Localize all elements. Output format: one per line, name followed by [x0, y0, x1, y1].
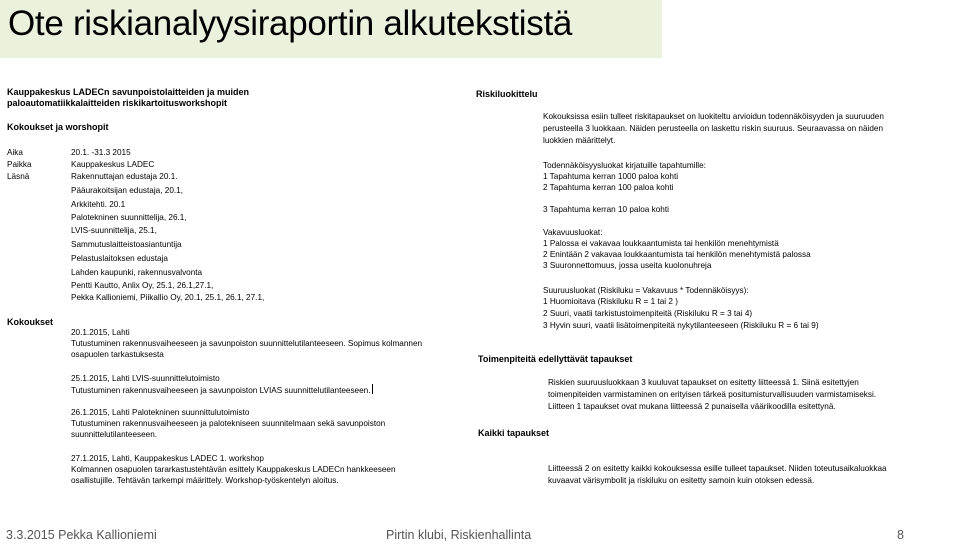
left-heading-line2: paloautomatiikkalaitteiden riskikartoitusworkshopit	[7, 98, 228, 108]
meeting1-line1: Tutustuminen rakennusvaiheeseen ja savunpoiston suunnittelutilanteeseen. Sopimus kolmannen	[71, 339, 423, 348]
meeting4-head: 27.1.2015, Lahti, Kauppakeskus LADEC 1. workshop	[71, 454, 264, 463]
meeting3-line1: Tutustuminen rakennusvaiheeseen ja palotekniseen suunnitelmaan sekä savunpoiston	[71, 419, 386, 428]
footer-event: Pirtin klubi, Riskienhallinta	[386, 528, 532, 542]
footer-date-author: 3.3.2015 Pekka Kallioniemi	[6, 528, 157, 542]
all-cases-line1: Liitteessä 2 on esitetty kaikki kokouksessa esille tulleet tapaukset. Niiden toteutusaikaluokkaa	[548, 464, 887, 473]
size-item: 3 Hyvin suuri, vaatii lisätoimenpiteitä nykytilanteeseen (Riskiluku R = 6 tai 9)	[543, 321, 819, 330]
text-cursor	[372, 384, 373, 394]
probability-item: 1 Tapahtuma kerran 1000 paloa kohti	[543, 172, 679, 181]
lasna-label: Läsnä	[7, 172, 30, 181]
size-item: 1 Huomioitava (Riskiluku R = 1 tai 2 )	[543, 297, 678, 306]
attendee-item: Arkkitehti. 20.1	[71, 200, 126, 209]
attendee-item: Sammutuslaitteistoasiantuntija	[71, 240, 182, 249]
severity-item: 3 Suuronnettomuus, jossa useita kuolonuhreja	[543, 261, 712, 270]
size-item: 2 Suuri, vaatii tarkistustoimenpiteitä (Riskiluku R = 3 tai 4)	[543, 309, 753, 318]
meeting4-line1: Kolmannen osapuolen tararkastustehtävän esittely Kauppakeskus LADECn hankkeeseen	[71, 465, 396, 474]
attendee-item: Palotekninen suunnittelija, 26.1,	[71, 213, 187, 222]
attendee-item: Pelastuslaitoksen edustaja	[71, 254, 168, 263]
meeting4-line2: osallistujille. Tehtävän tarkempi määrittely. Workshop-työskentelyn aloitus.	[71, 476, 339, 485]
actions-heading: Toimenpiteitä edellyttävät tapaukset	[478, 354, 633, 364]
risk-classification-heading: Riskiluokittelu	[476, 89, 538, 99]
meeting2-line1	[71, 384, 373, 396]
attendee-item: Pekka Kallioniemi, Piikallio Oy, 20.1, 25.1, 26.1, 27.1,	[71, 293, 265, 302]
paikka-value: Kauppakeskus LADEC	[71, 160, 155, 169]
all-cases-line2: kuvaavat värisymbolit ja riskiluku on esitetty samoin kuin otoksen edessä.	[548, 476, 815, 485]
probability-heading: Todennäköisyysluokat kirjatuille tapahtumille:	[543, 161, 706, 170]
attendee-item: LVIS-suunnittelija, 25.1,	[71, 226, 157, 235]
size-heading: Suuruusluokat (Riskiluku = Vakavuus * Todennäköisyys):	[543, 286, 749, 295]
probability-item: 2 Tapahtuma kerran 100 paloa kohti	[543, 183, 674, 192]
meeting2-head: 25.1.2015, Lahti LVIS-suunnittelutoimisto	[71, 374, 220, 383]
actions-line3: Liitteen 1 tapaukset ovat mukana liitteessä 2 punaisella väärikoodilla esitettynä.	[548, 402, 836, 411]
attendee-item: Rakennuttajan edustaja 20.1.	[71, 172, 178, 181]
slide-title: Ote riskianalyysiraportin alkutekstistä	[8, 4, 573, 43]
aika-label: Aika	[7, 148, 23, 157]
kokoukset-label: Kokoukset	[7, 317, 54, 327]
meeting1-line2: osapuolen tarkastuksesta	[71, 350, 164, 359]
attendee-item: Pentti Kautto, Anlix Oy, 25.1, 26.1,27.1,	[71, 281, 214, 290]
probability-item: 3 Tapahtuma kerran 10 paloa kohti	[543, 205, 669, 214]
attendee-item: Lahden kaupunki, rakennusvalvonta	[71, 268, 203, 277]
actions-line2: toimenpiteiden varmistaminen on erityisen tärkeä positumisturvallisuuden varmistamiseksi.	[548, 390, 877, 399]
attendee-item: Pääurakoitsijan edustaja, 20.1,	[71, 186, 183, 195]
risk-intro-line3: luokkien määrittelyt.	[543, 136, 616, 145]
meeting3-head: 26.1.2015, Lahti Palotekninen suunnittulutoimisto	[71, 408, 250, 417]
paikka-label: Paikka	[7, 160, 32, 169]
risk-intro-line2: perusteella 3 luokkaan. Näiden perusteella on laskettu riskin suuruus. Seuraavassa on näiden	[543, 124, 883, 133]
meeting2-line1-text: Tutustuminen rakennusvaiheeseen ja savunpoiston LVIAS suunnittelutilanteeseen.	[71, 386, 371, 395]
meeting3-line2: suunnittelutilanteeseen.	[71, 430, 158, 439]
meetings-heading: Kokoukset ja worshopit	[7, 122, 109, 132]
severity-item: 1 Palossa ei vakavaa loukkaantumista tai henkilön menehtymistä	[543, 239, 779, 248]
severity-heading: Vakavuusluokat:	[543, 228, 603, 237]
aika-value: 20.1. -31.3 2015	[71, 148, 131, 157]
all-cases-heading: Kaikki tapaukset	[478, 428, 550, 438]
page-number: 8	[897, 528, 904, 542]
severity-item: 2 Enintään 2 vakavaa loukkaantumista tai henkilön menehtymistä palossa	[543, 250, 811, 259]
actions-line1: Riskien suuruusluokkaan 3 kuuluvat tapaukset on esitetty liitteessä 1. Siinä esitettyjen	[548, 378, 859, 387]
risk-intro-line1: Kokouksissa esiin tulleet riskitapaukset on luokiteltu arvioidun todennäköisyyden ja suuruuden	[543, 112, 884, 121]
meeting1-head: 20.1.2015, Lahti	[71, 328, 130, 337]
left-heading-line1: Kauppakeskus LADECn savunpoistolaitteiden ja muiden	[7, 87, 250, 97]
